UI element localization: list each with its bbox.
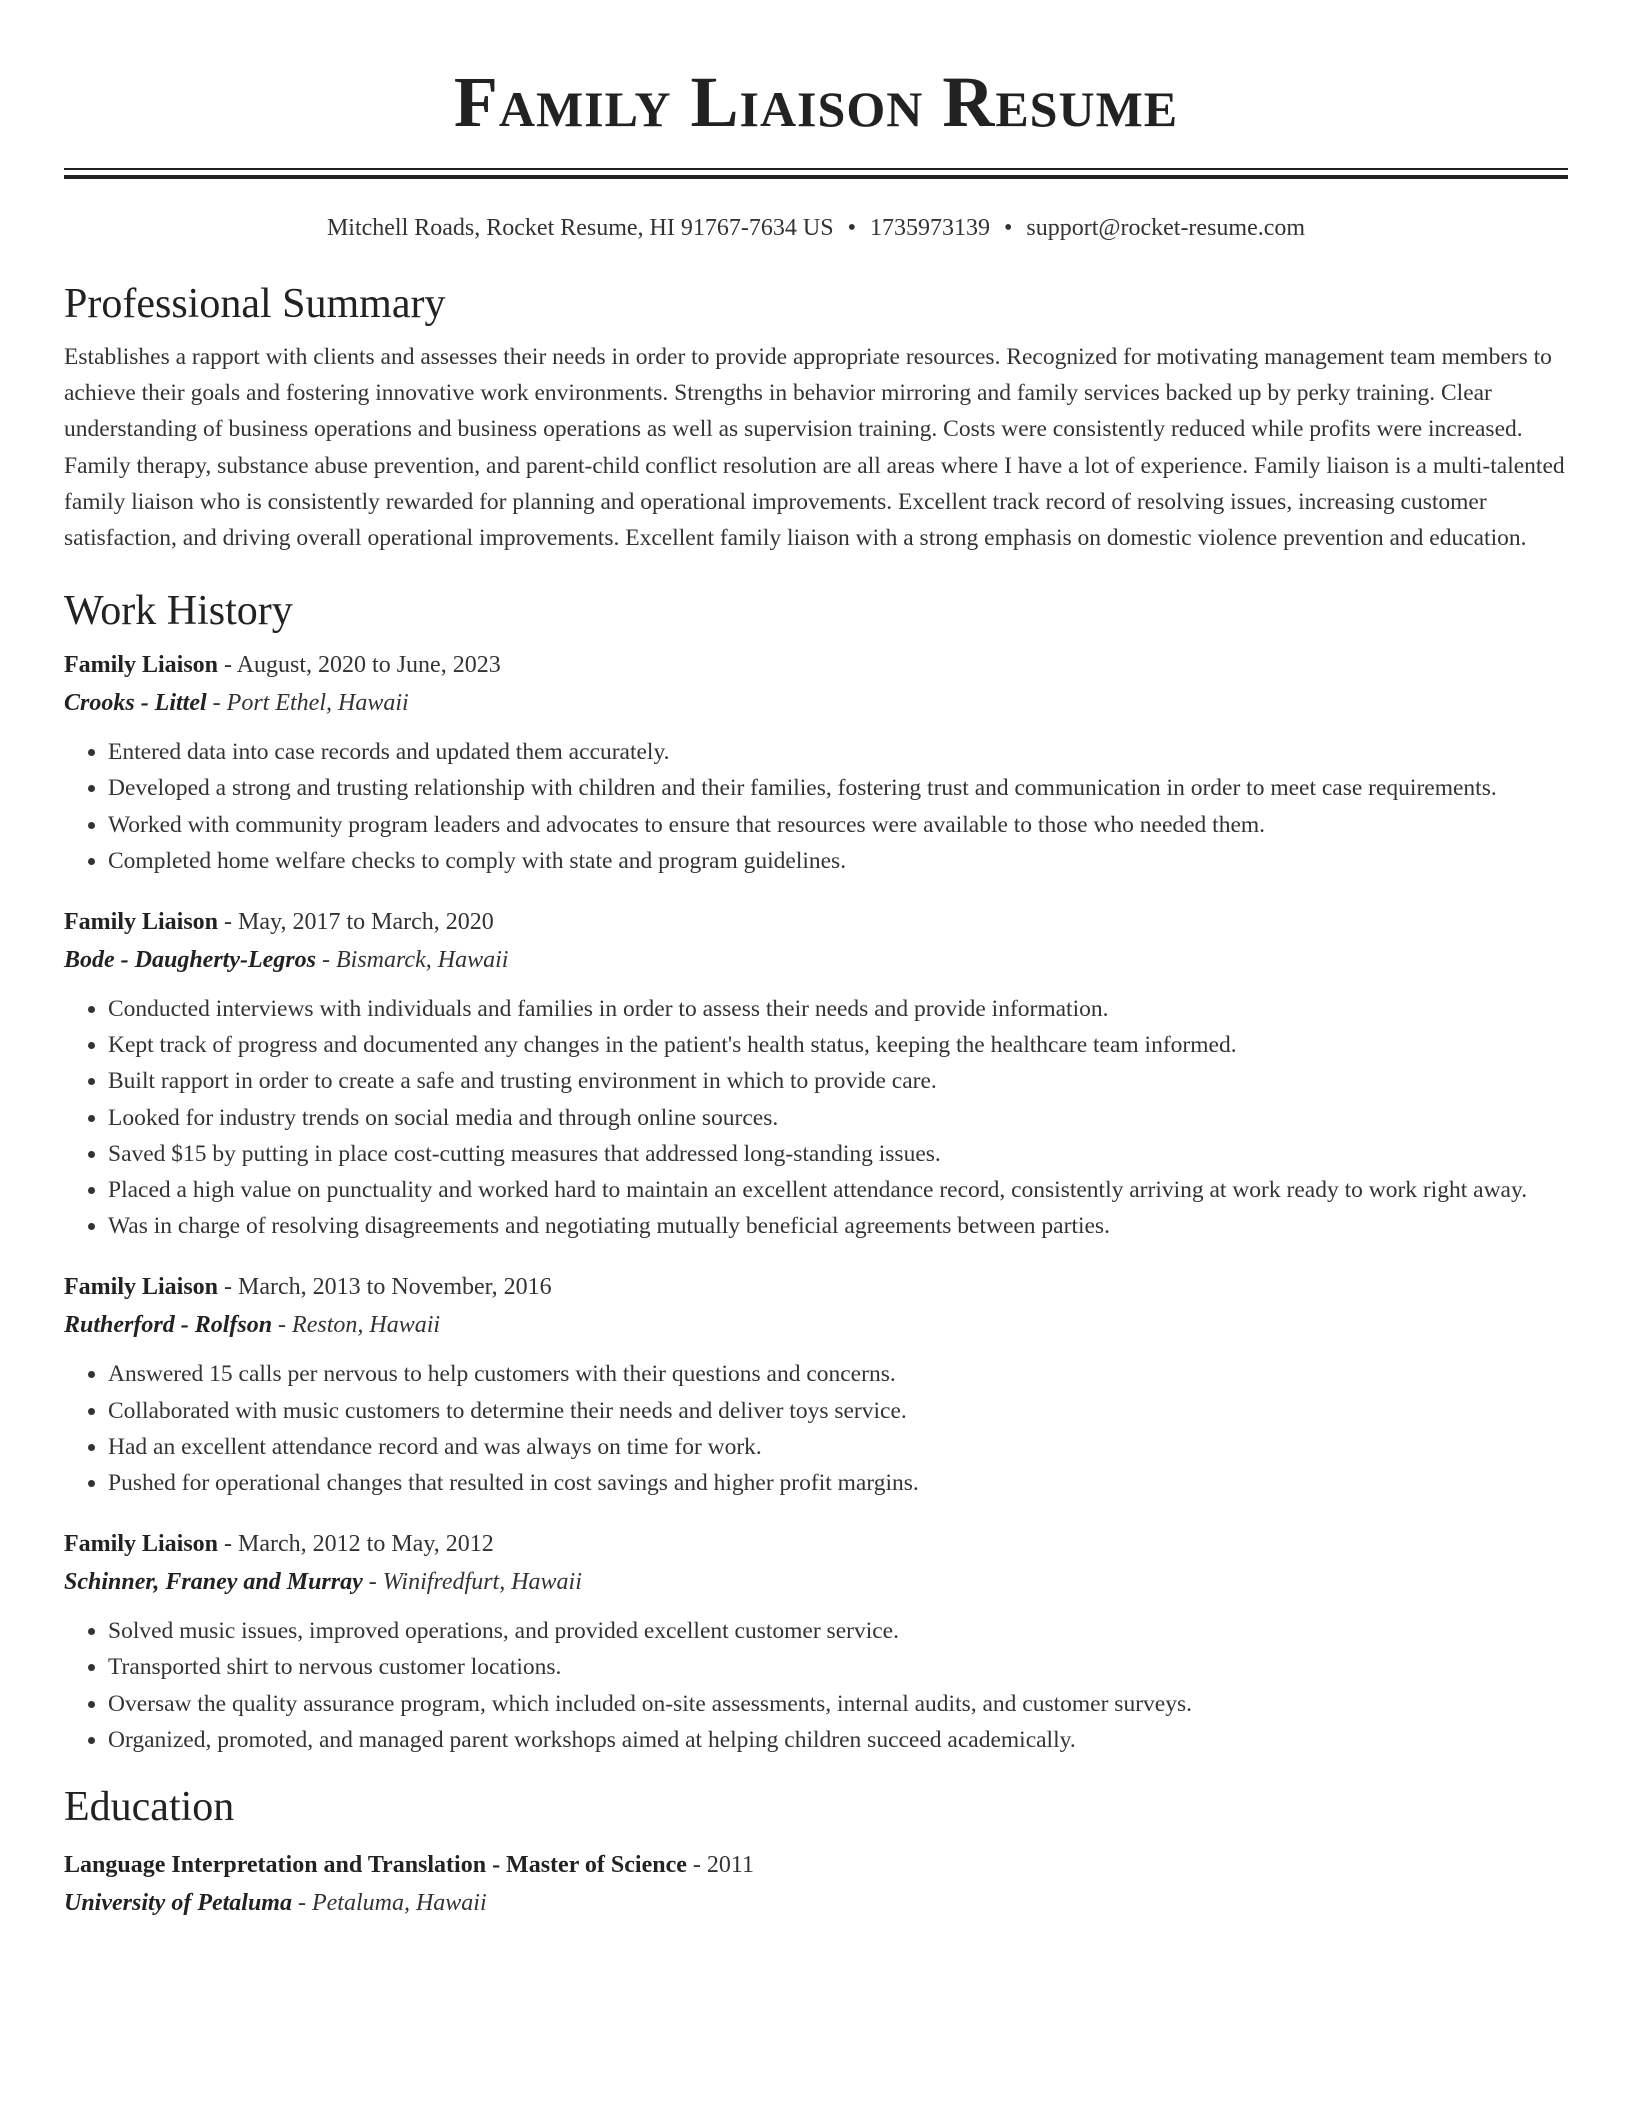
education-degree: Language Interpretation and Translation - Master of Science <box>64 1852 687 1879</box>
job-dates: March, 2012 to May, 2012 <box>238 1531 494 1558</box>
job-company-line: Schinner, Franey and Murray - Winifredfurt, Hawaii <box>64 1569 582 1596</box>
job-title: Family Liaison <box>64 1531 219 1558</box>
job-bullet: • Solved music issues, improved operations, and provided excellent customer service. <box>108 1613 1568 1649</box>
title-divider-thin <box>64 168 1568 170</box>
contact-line <box>64 213 1568 243</box>
job-bullet: • Answered 15 calls per nervous to help customers with their questions and concerns. <box>108 1356 1568 1392</box>
job-company-line: Rutherford - Rolfson - Reston, Hawaii <box>64 1312 441 1339</box>
job-bullet: • Organized, promoted, and managed parent workshops aimed at helping children succeed academically. <box>108 1722 1568 1758</box>
job-bullet: • Conducted interviews with individuals and families in order to assess their needs and provide information. <box>108 991 1568 1027</box>
job-dates: March, 2013 to November, 2016 <box>238 1274 552 1301</box>
job-location: Winifredfurt, Hawaii <box>382 1569 582 1596</box>
document-title: Family Liaison Resume <box>453 62 1179 142</box>
job-bullets <box>64 1613 1568 1758</box>
job-entry <box>64 1525 1568 1758</box>
contact-address: Mitchell Roads, Rocket Resume, HI 91767-7634 US <box>326 215 834 241</box>
job-bullet: • Built rapport in order to create a safe and trusting environment in which to provide care. <box>108 1063 1568 1099</box>
contact-phone: 1735973139 <box>869 215 990 241</box>
job-dates: May, 2017 to March, 2020 <box>238 909 494 936</box>
resume-page <box>64 0 1568 1922</box>
job-location: Port Ethel, Hawaii <box>226 690 409 717</box>
education-school-line: University of Petaluma - Petaluma, Hawaii <box>64 1890 487 1917</box>
job-title: Family Liaison <box>64 652 219 679</box>
job-bullet: • Entered data into case records and updated them accurately. <box>108 734 1568 770</box>
job-company: Bode - Daugherty-Legros <box>64 947 316 974</box>
job-title-line: Family Liaison - March, 2013 to November, 2016 <box>64 1274 552 1301</box>
job-company: Rutherford - Rolfson <box>64 1312 273 1339</box>
job-location: Reston, Hawaii <box>292 1312 441 1339</box>
job-location: Bismarck, Hawaii <box>335 947 509 974</box>
contact-separator: • <box>847 215 856 241</box>
education-school: University of Petaluma <box>64 1890 292 1917</box>
education-entry <box>64 1846 1568 1922</box>
title-divider-thick <box>64 175 1568 179</box>
job-title: Family Liaison <box>64 909 219 936</box>
job-title: Family Liaison <box>64 1274 219 1301</box>
job-title-line: Family Liaison - August, 2020 to June, 2023 <box>64 652 501 679</box>
job-bullet: • Developed a strong and trusting relationship with children and their families, fostering trust and communication in order to meet case requirements. <box>108 770 1568 806</box>
job-company-line: Crooks - Littel - Port Ethel, Hawaii <box>64 690 409 717</box>
job-bullet: • Was in charge of resolving disagreements and negotiating mutually beneficial agreements between parties. <box>108 1208 1568 1244</box>
job-title-line: Family Liaison - May, 2017 to March, 2020 <box>64 909 494 936</box>
job-company: Schinner, Franey and Murray <box>64 1569 363 1596</box>
job-bullet: • Transported shirt to nervous customer locations. <box>108 1649 1568 1685</box>
summary-heading: Professional Summary <box>64 281 446 327</box>
education-location: Petaluma, Hawaii <box>311 1890 487 1917</box>
job-title-line: Family Liaison - March, 2012 to May, 2012 <box>64 1531 494 1558</box>
education-year: 2011 <box>706 1852 754 1879</box>
contact-email: support@rocket-resume.com <box>1026 215 1306 241</box>
job-bullet: • Worked with community program leaders and advocates to ensure that resources were available to those who needed them. <box>108 807 1568 843</box>
job-bullet: • Placed a high value on punctuality and worked hard to maintain an excellent attendance record, consistently arriving at work ready to work right away. <box>108 1172 1568 1208</box>
job-bullets <box>64 734 1568 879</box>
education-degree-line: Language Interpretation and Translation - Master of Science - 2011 <box>64 1852 754 1879</box>
job-bullet: • Pushed for operational changes that resulted in cost savings and higher profit margins. <box>108 1465 1568 1501</box>
job-bullet: • Oversaw the quality assurance program, which included on-site assessments, internal audits, and customer surveys. <box>108 1686 1568 1722</box>
contact-separator: • <box>1003 215 1013 241</box>
job-bullet: • Saved $15 by putting in place cost-cutting measures that addressed long-standing issues. <box>108 1136 1568 1172</box>
job-company-line: Bode - Daugherty-Legros - Bismarck, Hawaii <box>64 947 509 974</box>
job-company: Crooks - Littel <box>64 690 207 717</box>
job-bullet: • Collaborated with music customers to determine their needs and deliver toys service. <box>108 1393 1568 1429</box>
job-entry <box>64 903 1568 1244</box>
work-history-heading: Work History <box>64 588 293 635</box>
job-bullet: • Completed home welfare checks to comply with state and program guidelines. <box>108 843 1568 879</box>
job-bullet: • Had an excellent attendance record and was always on time for work. <box>108 1429 1568 1465</box>
job-bullet: • Kept track of progress and documented any changes in the patient's health status, keeping the healthcare team informed. <box>108 1027 1568 1063</box>
job-bullets <box>64 991 1568 1244</box>
job-dates: August, 2020 to June, 2023 <box>236 652 501 679</box>
job-entry <box>64 1268 1568 1501</box>
summary-text: Establishes a rapport with clients and assesses their needs in order to provide appropriate resources. Recognized for motivating management team members to achieve their goals and fostering innovative work environments. Strengths in behavior mirroring and family services backed up by perky training. Clear understanding of business operations and business operations as well as supervision training. Costs were consistently reduced while profits were increased. Family therapy, substance abuse prevention, and parent-child conflict resolution are all areas where I have a lot of experience. Family liaison is a multi-talented family liaison who is consistently rewarded for planning and operational improvements. Excellent track record of resolving issues, increasing customer satisfaction, and driving overall operational improvements. Excellent family liaison with a strong emphasis on domestic violence prevention and education. <box>64 344 1565 552</box>
job-bullets <box>64 1356 1568 1501</box>
education-heading: Education <box>64 1784 235 1831</box>
job-bullet: • Looked for industry trends on social media and through online sources. <box>108 1100 1568 1136</box>
job-entry <box>64 646 1568 879</box>
